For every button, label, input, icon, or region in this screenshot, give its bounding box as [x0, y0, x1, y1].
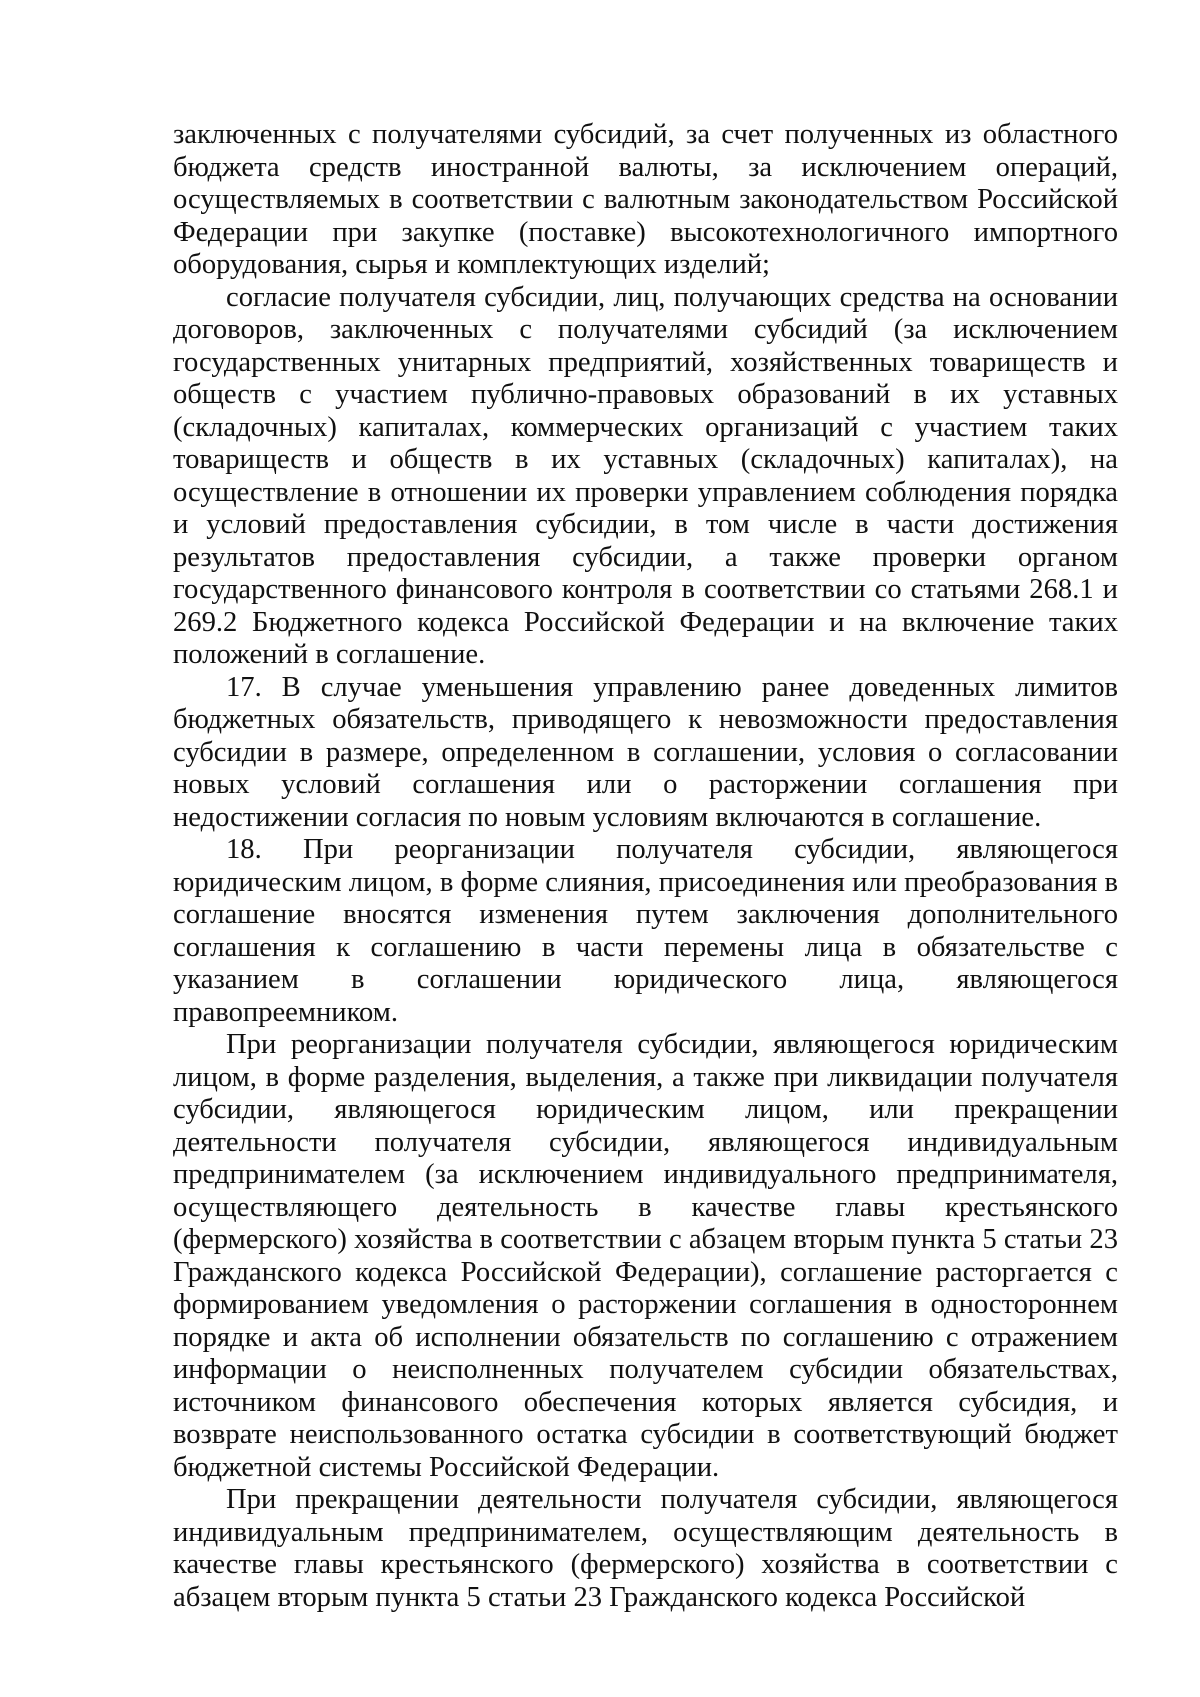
paragraph-continuation: заключенных с получателями субсидий, за счет полученных из областного бюджета средств иностранной валюты, за исключением операций, осуществляемых в соответствии с валютным законодательством Российской Федерации при закупке (поставке) высокотехнологичного импортного оборудования, сырья и комплектующих изделий; [173, 119, 1118, 280]
paragraph-item-18: 18. При реорганизации получателя субсидии, являющегося юридическим лицом, в форме слияния, присоединения или преобразования в соглашение вносятся изменения путем заключения дополнительного соглашения к соглашению в части перемены лица в обязательстве с указанием в соглашении юридического лица, являющегося правопреемником. [173, 834, 1118, 1028]
paragraph-item-17: 17. В случае уменьшения управлению ранее доведенных лимитов бюджетных обязательств, приводящего к невозможности предоставления субсидии в размере, определенном в соглашении, условия о согласовании новых условий соглашения или о расторжении соглашения при недостижении согласия по новым условиям включаются в соглашение. [173, 671, 1118, 833]
paragraph-reorganization: При реорганизации получателя субсидии, являющегося юридическим лицом, в форме разделения, выделения, а также при ликвидации получателя субсидии, являющегося юридическим лицом, или прекращении деятельности получателя субсидии, являющегося индивидуальным предпринимателем (за исключением индивидуального предпринимателя, осуществляющего деятельность в качестве главы крестьянского (фермерского) хозяйства в соответствии с абзацем вторым пункта 5 статьи 23 Гражданского кодекса Российской Федерации), соглашение расторгается с формированием уведомления о расторжении соглашения в одностороннем порядке и акта об исполнении обязательств по соглашению с отражением информации о неисполненных получателем субсидии обязательствах, источником финансового обеспечения которых является субсидия, и возврате неиспользованного остатка субсидии в соответствующий бюджет бюджетной системы Российской Федерации. [173, 1029, 1118, 1483]
paragraph-consent: согласие получателя субсидии, лиц, получающих средства на основании договоров, заключенных с получателями субсидий (за исключением государственных унитарных предприятий, хозяйственных товариществ и обществ с участием публично-правовых образований в их уставных (складочных) капиталах, коммерческих организаций с участием таких товариществ и обществ в их уставных (складочных) капиталах), на осуществление в отношении их проверки управлением соблюдения порядка и условий предоставления субсидии, в том числе в части достижения результатов предоставления субсидии, а также проверки органом государственного финансового контроля в соответствии со статьями 268.1 и 269.2 Бюджетного кодекса Российской Федерации и на включение таких положений в соглашение. [173, 281, 1118, 670]
paragraph-termination: При прекращении деятельности получателя субсидии, являющегося индивидуальным предпринимателем, осуществляющим деятельность в качестве главы крестьянского (фермерского) хозяйства в соответствии с абзацем вторым пункта 5 статьи 23 Гражданского кодекса Российской [173, 1484, 1118, 1613]
document-page [173, 119, 1118, 1614]
